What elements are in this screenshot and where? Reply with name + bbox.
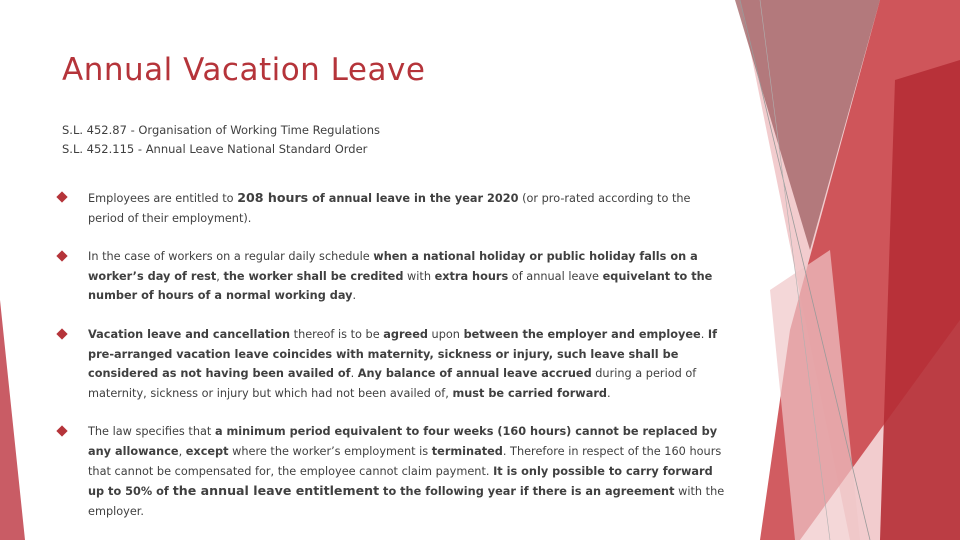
bullet-text: during a period of maternity, sickness or injury but which had not been availed of, [88,367,697,400]
bullet-item [58,188,730,228]
bullet-text: Any balance of annual leave accrued [357,367,592,381]
bullet-text: where the worker’s employment is [228,444,432,458]
regulations-list [62,121,380,159]
bullet-item [58,247,730,306]
bullet-text: If pre-arranged vacation leave coincides with maternity, sickness or injury, such leave shall be considered as not having been availed of [88,327,718,381]
diamond-bullet-icon [56,328,67,339]
regulation-item: S.L. 452.87 - Organisation of Working Time Regulations [62,123,381,137]
bullet-text: . Therefore in respect of the 160 hours that cannot be compensated for, the employee cannot claim payment. [88,444,722,478]
bullet-text: The law specifies that [88,425,215,439]
bullet-text: of annual leave in the year 2020 [308,192,519,205]
diamond-bullet-icon [56,426,67,437]
bullet-text: between the employer and employee [463,327,701,341]
bullet-text: Vacation leave and cancellation [88,327,291,341]
bullet-text: with the employer. [88,485,725,518]
bullet-item [58,422,730,521]
bullet-text: terminated [431,444,503,458]
bullet-text: of annual leave [508,269,603,283]
bullet-text: equivelant to the number of hours of a normal working day [88,269,713,303]
bullet-text: to the following year if there is an agreement [379,485,675,499]
bullet-text: (or pro-rated according to the period of their employment). [88,192,691,225]
diamond-bullet-icon [56,191,67,202]
diamond-bullet-icon [56,251,67,262]
bullet-text: extra hours [434,269,509,283]
bullet-text: must be carried forward [452,386,608,400]
bullet-text: , [216,269,224,283]
bullet-text: upon [427,327,464,341]
bullet-text: agreed [383,327,428,341]
bullet-item [58,325,730,403]
bullet-text: , [178,444,186,458]
bullet-list [58,188,730,540]
bullet-text: when a national holiday or public holiday falls on a worker’s day of rest [88,250,698,283]
bullet-text: with [403,269,435,283]
bullet-text: the annual leave entitlement [172,483,380,499]
bullet-text: . [700,327,708,341]
slide-title: Annual Vacation Leave [62,52,426,88]
bullet-text: a minimum period equivalent to four weeks (160 hours) cannot be replaced by any allowance [88,425,718,458]
bullet-text: except [185,444,229,458]
bullet-text: thereof is to be [290,327,384,341]
bullet-text: Employees are entitled to [88,192,238,205]
bullet-text: 208 hours [237,190,309,205]
bullet-text: It is only possible to carry forward up to 50% of [88,464,713,499]
bullet-text: . [352,289,357,303]
bullet-text: the worker shall be credited [223,269,404,283]
regulation-item: S.L. 452.115 - Annual Leave National Standard Order [62,142,368,156]
bullet-text: In the case of workers on a regular daily schedule [88,250,374,264]
left-accent-shape [0,300,25,540]
bullet-text: . [350,367,358,381]
bullet-text: . [607,386,611,400]
